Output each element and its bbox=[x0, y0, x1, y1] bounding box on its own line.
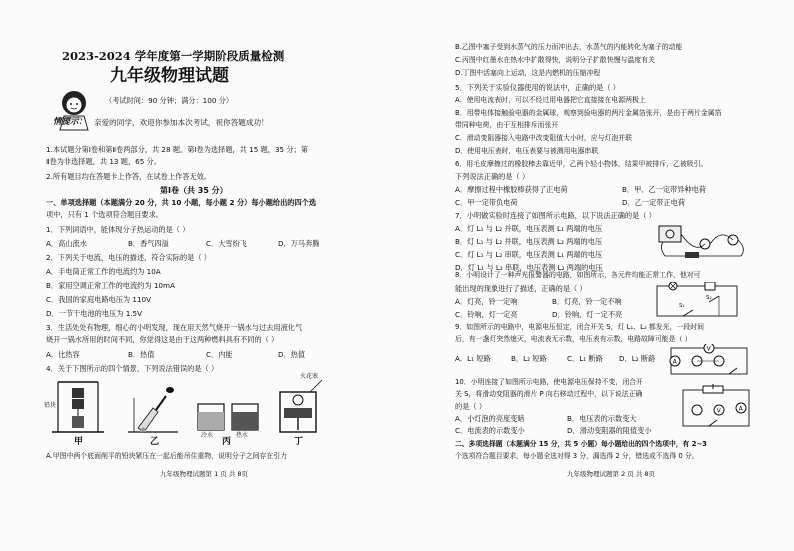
q4-stem: 4．关于下图所示的四个情景，下列说法错误的是（ ） bbox=[46, 364, 219, 373]
q3-stem-line2: 烧开一锅水所用的时间不同，你觉得这是由于这两种燃料具有不同的（ ） bbox=[46, 335, 279, 344]
svg-text:A: A bbox=[672, 358, 677, 366]
instruction-1b: Ⅱ卷为非选择题，共 13 题，65 分。 bbox=[46, 157, 161, 166]
q5-stem: 5．下列关于实验仪器使用的说法中，正确的是（ ） bbox=[455, 83, 620, 92]
q10-option-d: D．滑动变阻器的阻值变小 bbox=[567, 426, 652, 435]
q8-stem-line2: 能出现的现象进行了描述，正确的是（ ） bbox=[455, 284, 587, 293]
q5-option-d: D．使用电压表时，电压表要与被测用电器串联 bbox=[455, 147, 599, 155]
section2-line2: 个选项符合题目要求，每小题全选对得 3 分，漏选得 2 分，错选或不选得 0 分。 bbox=[455, 452, 699, 460]
q4-option-c: C.丙图中红墨水在热水中扩散得快，说明分子扩散快慢与温度有关 bbox=[455, 56, 655, 64]
q8-option-b: B．灯亮，铃一定不响 bbox=[552, 297, 622, 306]
q10-option-a: A．小灯泡的亮度变暗 bbox=[455, 414, 525, 423]
q10-option-b: B．电压表的示数变大 bbox=[567, 414, 637, 423]
right-page bbox=[397, 0, 794, 551]
q6-option-a: A．摩擦过程中橡胶棒获得了正电荷 bbox=[455, 185, 568, 194]
tip-label: 情提示： bbox=[53, 117, 88, 127]
q8-label-s2: S₂ bbox=[706, 295, 712, 301]
q4-option-b: B.乙图中塞子受到水蒸气的压力而冲出去，水蒸气的内能转化为塞子的动能 bbox=[455, 43, 683, 51]
q2-stem: 2．下列关于电流、电压的描述，符合实际的是（ ） bbox=[46, 253, 211, 262]
q5-option-a: A．使用电流表时，可以不经过用电器把它直接接在电源两极上 bbox=[455, 96, 646, 104]
q6-option-c: C．甲一定带负电荷 bbox=[455, 198, 518, 207]
q9-stem-line2: 后，有一盏灯突然熄灭，电流表无示数，电压表有示数，电路故障可能是（ ） bbox=[455, 335, 692, 343]
part1-title: 第Ⅰ卷（共 35 分） bbox=[160, 186, 228, 195]
engine-cylinder-figure bbox=[280, 380, 322, 432]
q4-label-hot: 热水 bbox=[236, 432, 249, 439]
q10-stem-line3: 的是（ ） bbox=[455, 402, 487, 411]
q10-option-c: C．电流表的示数变小 bbox=[455, 426, 525, 435]
q6-stem-line2: 下列说法正确的是（ ） bbox=[455, 172, 530, 181]
section1-line1: 一、单项选择题（本题满分 20 分，共 10 小题，每小题 2 分）每小题给出的四个选 bbox=[46, 198, 317, 207]
q8-option-d: D．铃响，灯一定不亮 bbox=[552, 310, 623, 319]
tip-text: 亲爱的同学，欢迎你参加本次考试，祝你答题成功！ bbox=[94, 118, 269, 127]
q2-option-b: B．家用空调正常工作的电流约为 10mA bbox=[46, 281, 175, 290]
q4-label-lead: 铅块 bbox=[44, 402, 57, 409]
q5-option-b-cont: 带同种电荷，由于互相排斥而张开 bbox=[455, 121, 559, 129]
q6-stem-line1: 6．用毛皮摩擦过的橡胶棒去靠近甲，乙两个轻小物体，结果甲被排斥，乙被吸引。 bbox=[455, 160, 708, 168]
lead-blocks-figure bbox=[52, 382, 104, 432]
q3-option-a: A．比热容 bbox=[46, 350, 80, 359]
q9-option-b: B．L₂ 短路 bbox=[511, 354, 547, 363]
q8-option-a: A．灯亮，铃一定响 bbox=[455, 297, 518, 306]
q3-option-b: B．热值 bbox=[128, 350, 155, 359]
q3-option-c: C．内能 bbox=[206, 350, 233, 359]
q10-stem-line2: 关 S，将滑动变阻器的滑片 P 向右移动过程中，以下说法正确 bbox=[455, 390, 643, 398]
q6-option-b: B．甲、乙一定带异种电荷 bbox=[622, 185, 706, 194]
q4-fig-label-jia: 甲 bbox=[74, 437, 84, 447]
instruction-2: 2.所有题目均在答题卡上作答，在试卷上作答无效。 bbox=[46, 172, 211, 181]
test-tube-figure bbox=[128, 387, 178, 432]
q2-option-a: A．手电筒正常工作的电流约为 10A bbox=[46, 267, 161, 276]
q2-option-c: C．我国的家庭电路电压为 110V bbox=[46, 295, 152, 304]
q4-option-d: D.丁图中活塞向上运动，这是内燃机的压缩冲程 bbox=[455, 69, 601, 77]
q1-option-a: A．高山流水 bbox=[46, 239, 87, 248]
section2-line1: 二、多项选择题（本题满分 15 分，共 5 小题）每小题给出的四个选项中，有 2~3 bbox=[455, 440, 707, 448]
q6-option-d: D．乙一定带正电荷 bbox=[622, 198, 686, 207]
q4-figures bbox=[48, 378, 348, 440]
q9-option-d: D．L₂ 断路 bbox=[619, 354, 656, 363]
q8-stem-line1: 8．小明设计了一种声光报警器的电路，如图所示，各元件均能正常工作，他对可 bbox=[455, 271, 701, 279]
exam-info: （考试时间：90 分钟；满分：100 分） bbox=[105, 96, 234, 105]
instruction-1: 1.本试题分第Ⅰ卷和第Ⅱ卷两部分，共 28 题。第Ⅰ卷为选择题，共 15 题，35 分；第 bbox=[46, 145, 308, 154]
q7-option-d: D．灯 L₁ 与 L₂ 串联，电压表测 L₂ 两端的电压 bbox=[455, 263, 603, 272]
q5-option-b: B．用带电体接触验电器的金属球，观察到验电器的两片金属箔张开，是由于两片金属箔 bbox=[455, 109, 722, 117]
q9-option-a: A．L₁ 短路 bbox=[455, 354, 491, 363]
svg-text:A: A bbox=[738, 405, 743, 413]
q4-fig-label-yi: 乙 bbox=[150, 437, 160, 447]
svg-text:V: V bbox=[716, 407, 721, 415]
q7-option-a: A．灯 L₁ 与 L₂ 并联，电压表测 L₁ 两端的电压 bbox=[455, 224, 603, 233]
q5-option-c: C．滑动变阻器接入电路中改变阻值大小时，应与灯泡并联 bbox=[455, 134, 633, 142]
q10-circuit-figure bbox=[679, 384, 755, 430]
q9-stem-line1: 9．如图所示的电路中，电源电压恒定，闭合开关 S，灯 L₁、L₂ 都发光，一段时间 bbox=[455, 323, 705, 331]
beakers-figure bbox=[198, 404, 258, 430]
q4-option-a: A.甲图中两个底面削平的铅块紧压在一起后能吊住重物，说明分子之间存在引力 bbox=[46, 452, 288, 460]
q7-circuit-figure bbox=[655, 218, 751, 262]
q1-option-d: D．万马奔腾 bbox=[278, 239, 320, 248]
right-footer: 九年级物理试题第 2 页 共 8页 bbox=[567, 470, 656, 478]
q4-fig-label-bing: 丙 bbox=[222, 437, 232, 447]
q2-option-d: D．一节干电池的电压为 1.5V bbox=[46, 309, 143, 318]
q4-fig-label-ding: 丁 bbox=[294, 437, 304, 447]
q4-label-spark: 火花塞 bbox=[300, 373, 319, 380]
q8-circuit-figure bbox=[653, 282, 743, 320]
subject-title: 九年级物理试题 bbox=[110, 66, 229, 86]
q4-label-cold: 冷水 bbox=[201, 432, 214, 439]
svg-text:V: V bbox=[706, 345, 711, 353]
q7-stem: 7．小明做实验时连接了如图所示电路，以下说法正确的是（ ） bbox=[455, 211, 656, 220]
q3-stem-line1: 3．生活处处有物理，细心的小明发现，现在用天然气烧开一锅水与过去用液化气 bbox=[46, 323, 303, 332]
left-footer: 九年级物理试题第 1 页 共 8页 bbox=[160, 470, 249, 478]
q1-option-c: C．大雪纷飞 bbox=[206, 239, 247, 248]
q9-circuit-figure bbox=[667, 344, 753, 378]
q7-option-b: B．灯 L₁ 与 L₂ 并联，电压表测 L₂ 两端的电压 bbox=[455, 237, 603, 246]
q3-option-d: D．热值 bbox=[278, 350, 306, 359]
q1-option-b: B．香气四溢 bbox=[128, 239, 169, 248]
exam-title: 2023-2024 学年度第一学期阶段质量检测 bbox=[62, 49, 285, 63]
q1-stem: 1．下列词语中，能体现分子热运动的是（ ） bbox=[46, 225, 190, 234]
q9-option-c: C．L₁ 断路 bbox=[567, 354, 603, 363]
q10-stem-line1: 10．小明连接了如图所示电路，使电源电压保持不变，闭合开 bbox=[455, 378, 643, 386]
q8-label-s1: S₁ bbox=[679, 303, 685, 309]
section1-line2: 项中，只有 1 个选项符合题目要求。 bbox=[46, 210, 163, 219]
q7-option-c: C．灯 L₁ 与 L₂ 串联，电压表测 L₁ 两端的电压 bbox=[455, 250, 603, 259]
q8-option-c: C．铃响，灯一定亮 bbox=[455, 310, 518, 319]
